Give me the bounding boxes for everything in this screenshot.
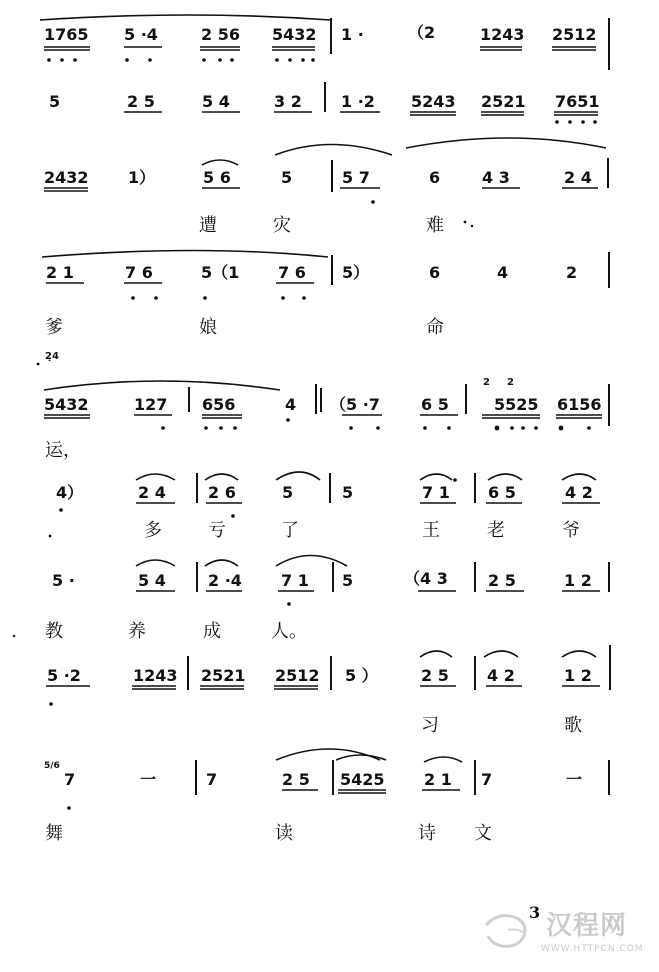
note-group: 2 56 (201, 25, 240, 44)
lyric-char: 灾 (273, 215, 291, 236)
note-group: 5 · (52, 571, 75, 590)
note-group: 5 6 (203, 168, 231, 187)
watermark-url: WWW.HTTPCN.COM (541, 944, 644, 954)
note-group: 1） (128, 168, 156, 187)
note-group: 2 5 (282, 770, 310, 789)
note-group: 5） (342, 263, 370, 282)
page-number: 3 (529, 903, 541, 922)
note-group: 3 2 (274, 92, 302, 111)
lyric-char: 成 (203, 621, 221, 642)
grace-note: 2̣4 (45, 351, 59, 362)
note-group: 4 2 (565, 483, 593, 502)
note-group: 2 5 (127, 92, 155, 111)
note-group: 1 2 (564, 666, 592, 685)
lyric-char: 难 (426, 215, 444, 236)
lyric-char: 诗 (418, 823, 436, 844)
note-group: 5 4 (138, 571, 166, 590)
note-group: 5 (342, 571, 354, 590)
note-group: 7 6 (278, 263, 306, 282)
note-group: 7 6 (125, 263, 153, 282)
note-group: 2 (566, 263, 578, 282)
note-group: 一 (566, 770, 583, 789)
note-group: 5 (49, 92, 61, 111)
note-group: 7 (481, 770, 493, 789)
note-group: 5525 (494, 395, 539, 414)
lyric-char: 习 (421, 715, 439, 736)
lyric-char: 多 (144, 520, 162, 541)
lyric-char: 亏 (208, 520, 226, 541)
lyric-char: 文 (474, 823, 492, 844)
note-group: 一 (140, 770, 157, 789)
note-group: 2521 (481, 92, 526, 111)
note-group: 5243 (411, 92, 456, 111)
note-group: 5 (281, 168, 293, 187)
note-group: 6 (429, 263, 441, 282)
lyric-char: 养 (128, 621, 146, 642)
lyric-char: 爹 (45, 317, 63, 338)
note-group: （4 3 (404, 569, 448, 588)
note-group: 2 ·4 (208, 571, 242, 590)
note-group: 5 (282, 483, 294, 502)
note-group: 2 5 (421, 666, 449, 685)
note-group: 2521 (201, 666, 246, 685)
note-group: 2512 (275, 666, 320, 685)
lyric-char: 歌 (564, 715, 582, 736)
watermark-logo-text: 汉程网 (546, 911, 628, 941)
lyric-char: 爷 (562, 520, 580, 541)
note-group: 5 ·4 (124, 25, 158, 44)
note-group: 5432 (272, 25, 317, 44)
note-group: 4 (497, 263, 509, 282)
grace-note: 5/6 (44, 761, 60, 771)
note-group: 2 6 (208, 483, 236, 502)
note-group: 2 1 (46, 263, 74, 282)
lyric-char: 娘 (199, 317, 217, 338)
note-group: 6 (429, 168, 441, 187)
note-group: 7 1 (422, 483, 450, 502)
note-group: 1243 (480, 25, 525, 44)
note-group: 7 (206, 770, 218, 789)
note-group: （2 (408, 23, 436, 42)
note-group: 5 4 (202, 92, 230, 111)
note-group: 127 (134, 395, 168, 414)
lyric-char: 运， (45, 440, 81, 461)
lyric-char: 王 (422, 520, 440, 541)
note-group: 1 2 (564, 571, 592, 590)
note-group: 5 ） (345, 666, 378, 685)
note-group: 656 (202, 395, 236, 414)
note-group: 7651 (555, 92, 600, 111)
note-group: 1 ·2 (341, 92, 375, 111)
note-group: 5 (342, 483, 354, 502)
note-group: 6 5 (421, 395, 449, 414)
note-group: 2432 (44, 168, 89, 187)
note-group: 1765 (44, 25, 89, 44)
note-group: 2 1 (424, 770, 452, 789)
note-group: 2512 (552, 25, 597, 44)
note-group: 6156 (557, 395, 602, 414)
note-group: 4） (56, 483, 84, 502)
note-group: 6 5 (488, 483, 516, 502)
note-group: 7 (64, 770, 76, 789)
note-group: 2 4 (138, 483, 166, 502)
lyric-char: 读 (275, 823, 293, 844)
note-group: 4 (285, 395, 297, 414)
note-group: 7 1 (281, 571, 309, 590)
note-group: 5（1 (201, 263, 240, 282)
lyric-char: 命 (426, 317, 444, 338)
lyric-char: 了 (281, 520, 299, 541)
note-group: 1 · (341, 25, 364, 44)
note-group: 5425 (340, 770, 385, 789)
note-group: 5432 (44, 395, 89, 414)
grace-note: 2 (483, 377, 490, 388)
note-group: 1243 (133, 666, 178, 685)
lyric-char: 舞 (45, 823, 63, 844)
note-group: 4 2 (487, 666, 515, 685)
lyric-char: 遭 (199, 215, 217, 236)
note-group: 2 5 (488, 571, 516, 590)
lyric-char: 老 (487, 520, 505, 541)
note-group: 2 4 (564, 168, 592, 187)
note-group: （5 ·7 (330, 395, 380, 414)
grace-note: 2 (507, 377, 514, 388)
note-group: 4 3 (482, 168, 510, 187)
lyric-char: 人。 (271, 621, 307, 642)
lyric-char: 教 (45, 621, 63, 642)
note-group: 5 ·2 (47, 666, 81, 685)
note-group: 5 7 (342, 168, 370, 187)
